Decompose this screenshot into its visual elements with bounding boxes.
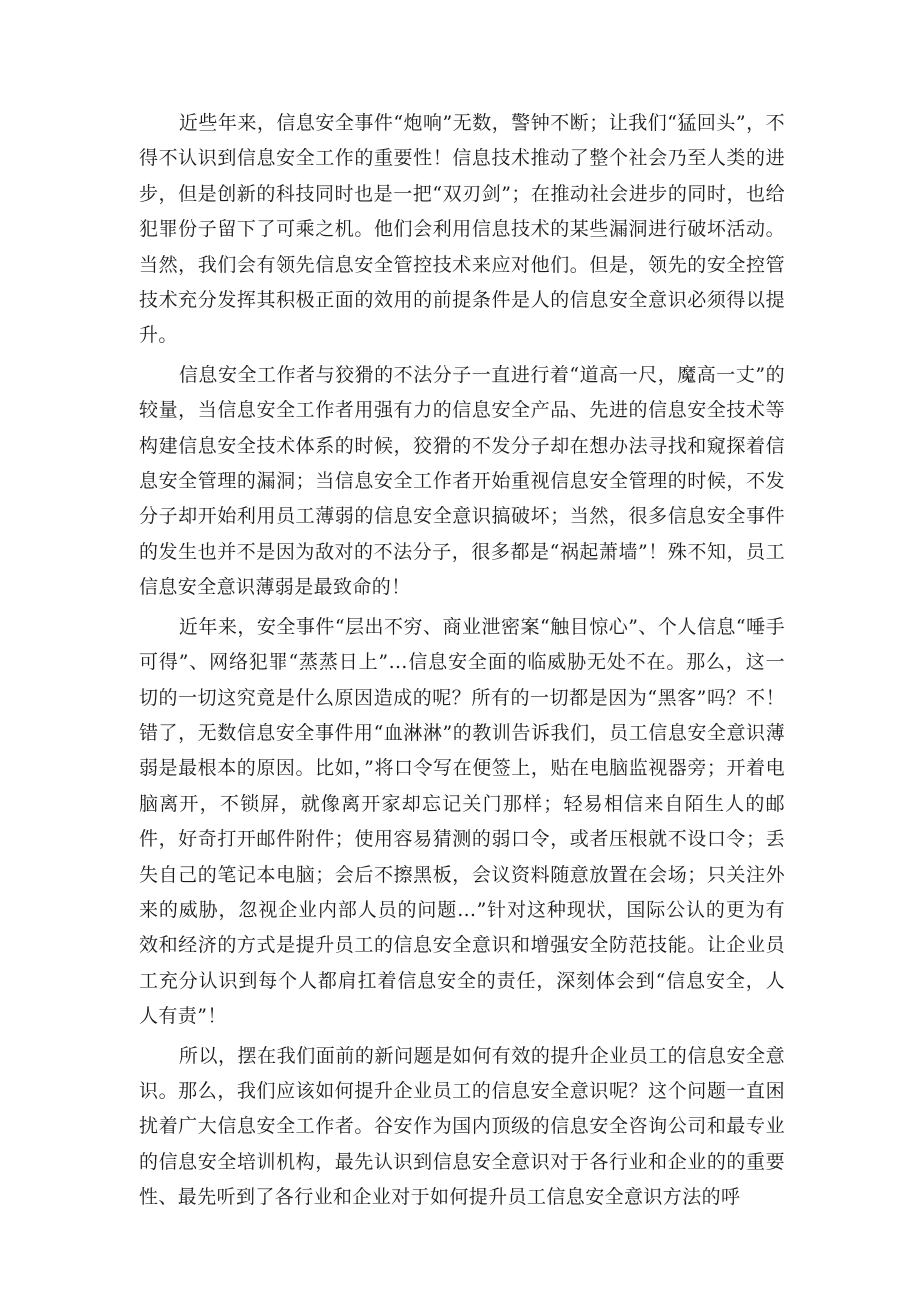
- paragraph-2: 信息安全工作者与狡猾的不法分子一直进行着“道高一尺，魔高一丈”的较量，当信息安全工作者用强有力的信息安全产品、先进的信息安全技术等构建信息安全技术体系的时候，狡猾的不发分子却在想办法寻找和窥探着信息安全管理的漏洞；当信息安全工作者开始重视信息安全管理的时候，不发分子却开始利用员工薄弱的信息安全意识搞破坏；当然，很多信息安全事件的发生也并不是因为敌对的不法分子，很多都是“祸起萧墙”！殊不知，员工信息安全意识薄弱是最致命的！: [139, 363, 785, 599]
- document-body: [139, 106, 785, 1220]
- paragraph-1: 近些年来，信息安全事件“炮响”无数，警钟不断；让我们“猛回头”，不得不认识到信息安全工作的重要性！信息技术推动了整个社会乃至人类的进步，但是创新的科技同时也是一把“双刃剑”；在推动社会进步的同时，也给犯罪份子留下了可乘之机。他们会利用信息技术的某些漏洞进行破坏活动。当然，我们会有领先信息安全管控技术来应对他们。但是，领先的安全控管技术充分发挥其积极正面的效用的前提条件是人的信息安全意识必须得以提升。: [139, 112, 785, 347]
- paragraph-4: 所以，摆在我们面前的新问题是如何有效的提升企业员工的信息安全意识。那么，我们应该如何提升企业员工的信息安全意识呢？这个问题一直困扰着广大信息安全工作者。谷安作为国内顶级的信息安全咨询公司和最专业的信息安全培训机构，最先认识到信息安全意识对于各行业和企业的的重要性、最先听到了各行业和企业对于如何提升员工信息安全意识方法的呼: [139, 1044, 785, 1209]
- paragraph-3: 近年来，安全事件“层出不穷、商业泄密案“触目惊心”、个人信息“唾手可得”、网络犯罪“蒸蒸日上”…信息安全面的临威胁无处不在。那么，这一切的一切这究竟是什么原因造成的呢？所有的一切都是因为“黑客”吗？不！错了，无数信息安全事件用“血淋淋”的教训告诉我们，员工信息安全意识薄弱是最根本的原因。比如，”将口令写在便签上，贴在电脑监视器旁；开着电脑离开，不锁屏，就像离开家却忘记关门那样；轻易相信来自陌生人的邮件，好奇打开邮件附件；使用容易猜测的弱口令，或者压根就不设口令；丢失自己的笔记本电脑；会后不擦黑板，会议资料随意放置在会场；只关注外来的威胁，忽视企业内部人员的问题…”针对这种现状，国际公认的更为有效和经济的方式是提升员工的信息安全意识和增强安全防范技能。让企业员工充分认识到每个人都肩扛着信息安全的责任，深刻体会到“信息安全，人人有责”！: [139, 615, 785, 1028]
